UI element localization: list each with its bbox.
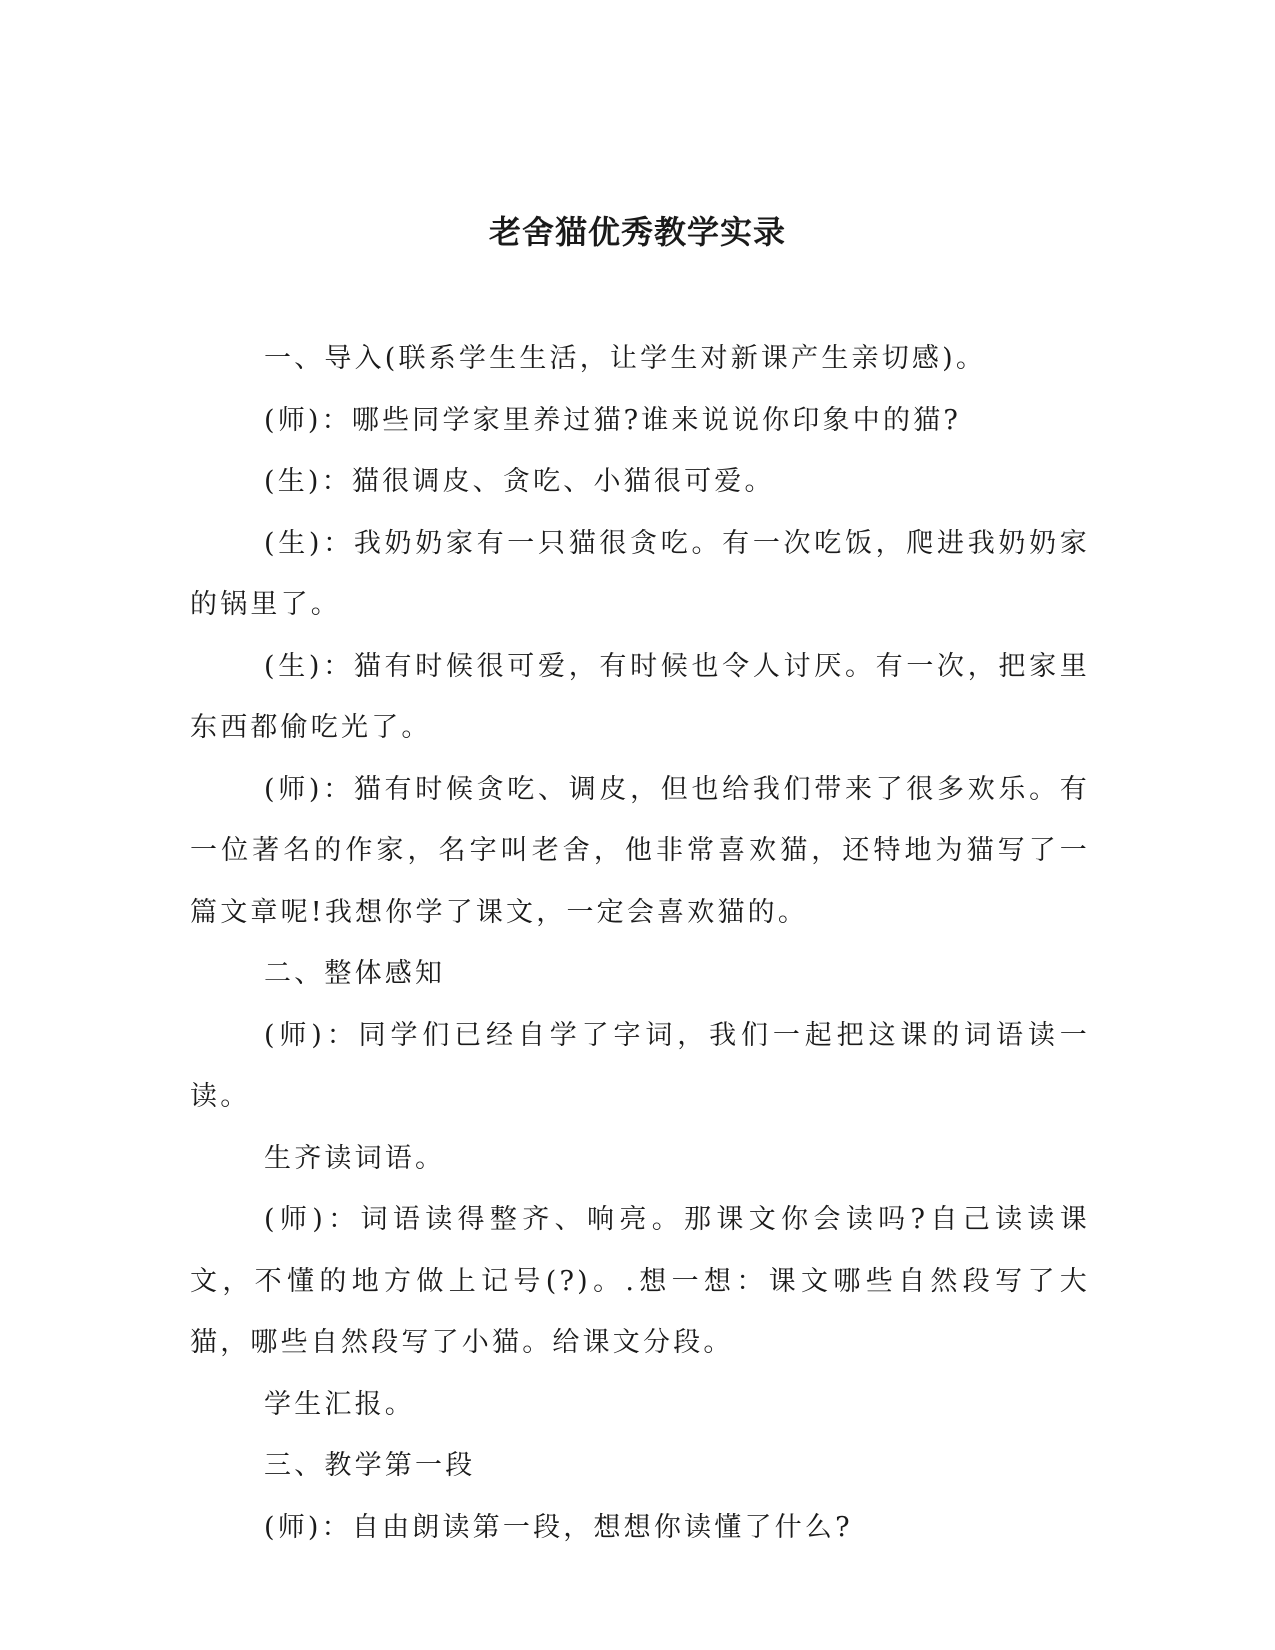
section-heading-overview: 二、整体感知 [264,958,446,989]
document-body [190,328,1090,1558]
dialogue-paragraph: (生)：我奶奶家有一只猫很贪吃。有一次吃饭，爬进我奶奶家的锅里了。 [190,527,1090,620]
section-heading-intro: 一、导入(联系学生生活，让学生对新课产生亲切感)。 [264,343,987,374]
dialogue-paragraph: (师)：猫有时候贪吃、调皮，但也给我们带来了很多欢乐。有一位著名的作家，名字叫老舍，他非常喜欢猫，还特地为猫写了一篇文章呢!我想你学了课文，一定会喜欢猫的。 [190,773,1090,928]
document-title: 老舍猫优秀教学实录 [488,213,786,251]
section-heading-part-one: 三、教学第一段 [264,1450,476,1481]
narration-paragraph: 学生汇报。 [264,1388,415,1420]
dialogue-paragraph: (师)：自由朗读第一段，想想你读懂了什么? [264,1511,853,1543]
dialogue-paragraph: (师)：同学们已经自学了字词，我们一起把这课的词语读一读。 [190,1019,1090,1112]
dialogue-paragraph: (生)：猫有时候很可爱，有时候也令人讨厌。有一次，把家里东西都偷吃光了。 [190,650,1090,743]
narration-paragraph: 生齐读词语。 [264,1142,446,1174]
dialogue-paragraph: (生)：猫很调皮、贪吃、小猫很可爱。 [264,466,775,497]
dialogue-paragraph: (师)：哪些同学家里养过猫?谁来说说你印象中的猫? [264,404,962,436]
dialogue-paragraph: (师)：词语读得整齐、响亮。那课文你会读吗?自己读读课文，不懂的地方做上记号(?)。.想一想：课文哪些自然段写了大猫，哪些自然段写了小猫。给课文分段。 [190,1204,1090,1358]
